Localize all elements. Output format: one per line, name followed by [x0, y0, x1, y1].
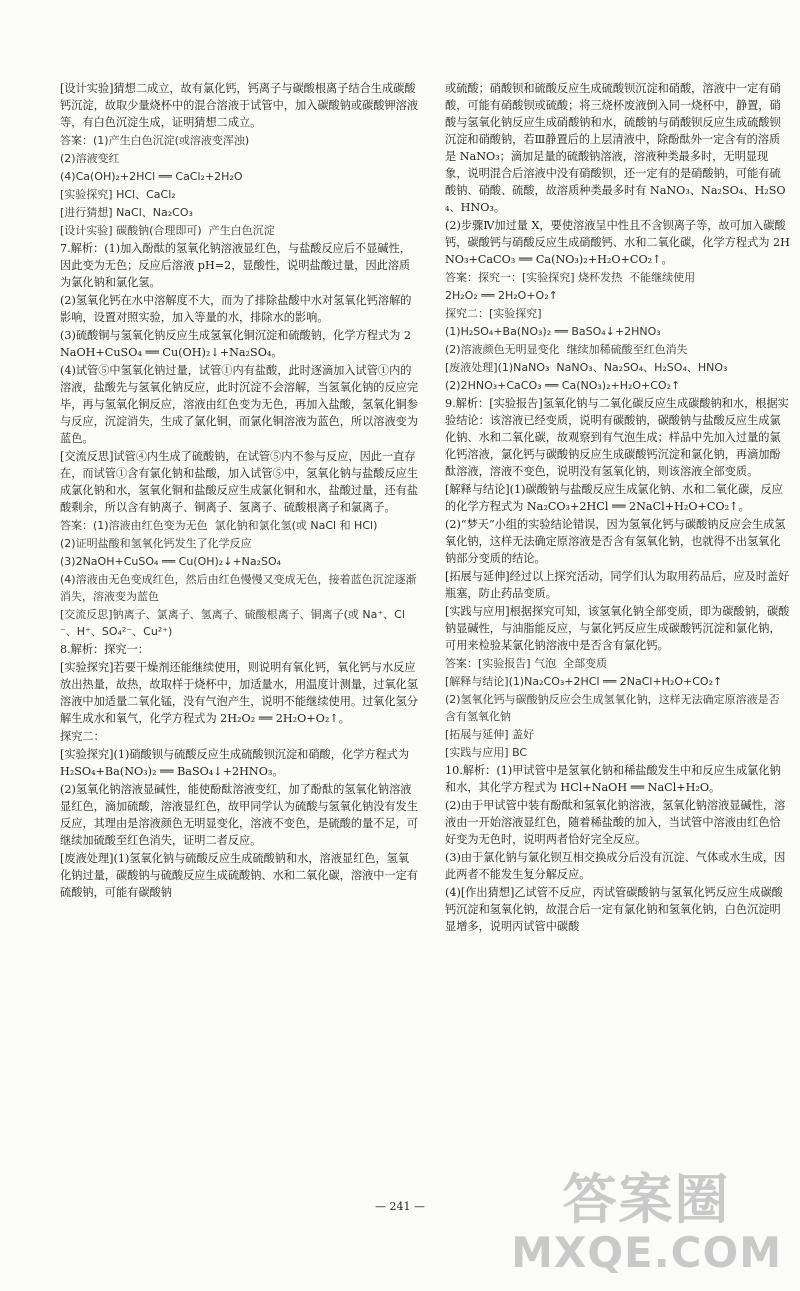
explanation-paragraph: (4)[作出猜想]乙试管不反应，丙试管碳酸钠与氢氧化钙反应生成碳酸钙沉淀和氢氧化钠，故混合后一定有氯化钠和氢氧化钠，白色沉淀明显增多，说明丙试管中碳酸	[445, 886, 783, 933]
explanation-paragraph: [交流反思]试管④内生成了硫酸钠，在试管⑤内不参与反应，因此一直存在，而试管①含有氯化钠和盐酸，加入试管⑤中，氢氧化钠与盐酸反应生成氯化钠和水，氢氧化铜和盐酸反应生成氯化铜和水，盐酸过量，还有盐酸剩余，所以含有钠离子、铜离子、氢离子、硫酸根离子和氯离子。	[60, 450, 419, 514]
explanation-paragraph: (3)硫酸铜与氢氧化钠反应生成氢氧化铜沉淀和硫酸钠，化学方程式为 2NaOH+CuSO₄ ══ Cu(OH)₂↓+Na₂SO₄。	[60, 329, 411, 359]
left-column	[60, 80, 420, 902]
explanation-paragraph: (2)氢氧化钙在水中溶解度不大，而为了排除盐酸中水对氢氧化钙溶解的影响，设置对照实验，加入等量的水，排除水的影响。	[60, 294, 412, 324]
explanation-paragraph: (2)氢氧化钠溶液显碱性，能使酚酞溶液变红，加了酚酞的氢氧化钠溶液显红色，滴加硫酸，溶液显红色，故甲同学认为硫酸与氢氧化钠没有发生反应，其理由是溶液颜色无明显变化，溶液不变色，是硫酸的量不足，可继续加硫酸至红色消失，证明二者反应。	[60, 783, 419, 847]
answer-line: [交流反思]钠离子、氯离子、氢离子、硫酸根离子、铜离子(或 Na⁺、Cl⁻、H⁺、SO₄²⁻、Cu²⁺)	[60, 608, 405, 638]
explanation-paragraph: (3)由于氯化钠与氯化钡互相交换成分后没有沉淀、气体或水生成，因此两者不能发生复分解反应。	[445, 851, 786, 881]
explanation-paragraph: 10.解析：(1)甲试管中是氢氧化钠和稀盐酸发生中和反应生成氯化钠和水，其化学方程式为 HCl+NaOH ══ NaCl+H₂O。	[445, 764, 781, 794]
answer-line: 探究二：[实验探究]	[445, 307, 542, 320]
explanation-paragraph: 9.解析：[实验报告]氢氧化钠与二氧化碳反应生成碳酸钠和水，根据实验结论：该溶液已经变质，说明有碳酸钠，碳酸钠与盐酸反应生成氯化钠、水和二氧化碳，故观察到有气泡生成；样品中先加入过量的氯化钙溶液，氯化钙与碳酸钠反应生成碳酸钙沉淀和氯化钠，再滴加酚酞溶液，溶液不变色，说明没有氢氧化钠，则该溶液全部变质。	[445, 397, 789, 478]
answer-line: (1)H₂SO₄+Ba(NO₃)₂ ══ BaSO₄↓+2HNO₃	[445, 325, 661, 338]
explanation-paragraph: [实验探究]若要干燥剂还能继续使用，则说明有氧化钙，氧化钙与水反应放出热量，故热，故取样于烧杯中，加适量水，用温度计测量，过氧化氢溶液中加适量二氧化锰，没有气泡产生，说明不能继续使用。过氧化氢分解生成水和氧气，化学方程式为 2H₂O₂ ══ 2H₂O+O₂↑。	[60, 661, 419, 725]
answer-line: (2)证明盐酸和氢氧化钙发生了化学反应	[60, 537, 252, 550]
answer-line: [实验探究] HCl、CaCl₂	[60, 188, 176, 201]
answer-line: (2)氢氧化钙与碳酸钠反应会生成氢氧化钠，这样无法确定原溶液是否含有氢氧化钠	[445, 693, 780, 723]
explanation-paragraph: 探究二：	[60, 730, 105, 743]
explanation-paragraph: [实践与应用]根据探究可知，该氢氧化钠全部变质，即为碳酸钠，碳酸钠显碱性，与油脂能反应，与氯化钙反应生成碳酸钙沉淀和氯化钠，可用来检验某氯化钠溶液中是否含有氯化钙。	[445, 605, 790, 652]
page-number: — 241 —	[375, 1200, 425, 1213]
explanation-paragraph: [设计实验]猜想二成立，故有氯化钙，钙离子与碳酸根离子结合生成碳酸钙沉淀，故取少量烧杯中的混合溶液于试管中，加入碳酸钠或碳酸钾溶液等，有白色沉淀生成，证明猜想二成立。	[60, 82, 419, 129]
answer-line: [废液处理](1)NaNO₃ NaNO₃、Na₂SO₄、H₂SO₄、HNO₃	[445, 361, 728, 374]
watermark-line2: MXQE.COM	[511, 1228, 782, 1277]
watermark-logo	[511, 1170, 782, 1276]
explanation-paragraph: [拓展与延伸]经过以上探究活动，同学们认为取用药品后，应及时盖好瓶塞，防止药品变质。	[445, 570, 790, 600]
explanation-paragraph: 或硫酸；硝酸钡和硫酸反应生成硫酸钡沉淀和硝酸，溶液中一定有硝酸，可能有硝酸钡或硫酸；将三烧杯废液倒入同一烧杯中，静置，硝酸与氢氧化钠反应生成硝酸钠和水，硫酸钠与硝酸钡反应生成硫酸钡沉淀和硝酸钠，若Ⅲ静置后的上层清液中，除酚酞外一定含有的溶质是 NaNO₃；滴加足量的硫酸钠溶液，溶液种类最多时，无明显现象，说明混合后溶液中没有硝酸钡，还一定有的是硝酸钠，可能有硫酸钠、硝酸、硫酸，故溶质种类最多时有 NaNO₃、Na₂SO₄、H₂SO₄、HNO₃。	[445, 82, 786, 214]
answer-line: 答案：探究一：[实验探究] 烧杯发热 不能继续使用	[445, 271, 696, 284]
explanation-paragraph: (4)试管⑤中氢氧化钠过量，试管①内有盐酸，此时逐滴加入试管①内的溶液，盐酸先与氢氧化钠反应，此时沉淀不会溶解，当氢氧化钠的反应完毕，再与氢氧化铜反应，溶液由红色变为无色，再加入盐酸，氢氧化铜参与反应，沉淀消失，生成了氯化铜，而氯化铜溶液为蓝色，所以溶液变为蓝色。	[60, 364, 419, 445]
answer-line: 答案：(1)溶液由红色变为无色 氯化钠和氯化氢(或 NaCl 和 HCl)	[60, 519, 378, 532]
answer-line: 答案：(1)产生白色沉淀(或溶液变浑浊)	[60, 134, 250, 147]
explanation-paragraph: (2)“梦天”小组的实验结论错误，因为氢氧化钙与碳酸钠反应会生成氢氧化钠，这样无法确定原溶液是否含有氢氧化钠，也就得不出氢氧化钠部分变质的结论。	[445, 518, 786, 565]
explanation-paragraph: (2)步骤Ⅳ加过量 X，要使溶液呈中性且不含钡离子等，故可加入碳酸钙，碳酸钙与硝酸反应生成硝酸钙、水和二氧化碳，化学方程式为 2HNO₃+CaCO₃ ══ Ca(NO₃)₂+H₂O+CO₂↑。	[445, 219, 790, 266]
watermark-line1: 答案圈	[562, 1168, 731, 1231]
right-column	[445, 80, 790, 936]
answer-line: (2)溶液颜色无明显变化 继续加稀硫酸至红色消失	[445, 343, 688, 356]
explanation-paragraph: 7.解析：(1)加入酚酞的氢氧化钠溶液显红色，与盐酸反应后不显碱性，因此变为无色；反应后溶液 pH=2，显酸性，说明盐酸过量，因此溶质为氯化钠和氯化氢。	[60, 242, 411, 289]
explanation-paragraph: [解释与结论](1)碳酸钠与盐酸反应生成氯化钠、水和二氧化碳，反应的化学方程式为 Na₂CO₃+2HCl ══ 2NaCl+H₂O+CO₂↑。	[445, 483, 783, 513]
answer-line: [设计实验] 碳酸钠(合理即可) 产生白色沉淀	[60, 224, 275, 237]
answer-line: (4)溶液由无色变成红色，然后由红色慢慢又变成无色，接着蓝色沉淀逐渐消失，溶液变为蓝色	[60, 573, 417, 603]
explanation-paragraph: (2)由于甲试管中装有酚酞和氢氧化钠溶液，氢氧化钠溶液显碱性，溶液由一开始溶液显红色，随着稀盐酸的加入，当试管中溶液由红色恰好变为无色时，说明两者恰好完全反应。	[445, 799, 786, 846]
answer-line: (3)2NaOH+CuSO₄ ══ Cu(OH)₂↓+Na₂SO₄	[60, 555, 282, 568]
answer-line: [进行猜想] NaCl、Na₂CO₃	[60, 206, 193, 219]
answer-line: [实践与应用] BC	[445, 746, 528, 759]
explanation-paragraph: [实验探究](1)硝酸钡与硫酸反应生成硫酸钡沉淀和硝酸，化学方程式为 H₂SO₄+Ba(NO₃)₂ ══ BaSO₄↓+2HNO₃。	[60, 748, 413, 778]
answer-line: 2H₂O₂ ══ 2H₂O+O₂↑	[445, 289, 558, 302]
answer-line: [解释与结论](1)Na₂CO₃+2HCl ══ 2NaCl+H₂O+CO₂↑	[445, 675, 723, 688]
answer-line: 答案：[实验报告] 气泡 全部变质	[445, 657, 608, 670]
answer-line: (2)溶液变红	[60, 152, 120, 165]
explanation-paragraph: 8.解析：探究一：	[60, 643, 149, 656]
explanation-paragraph: [废液处理](1)氢氧化钠与硫酸反应生成硫酸钠和水，溶液显红色，氢氧化钠过量，碳酸钠与硫酸反应生成硫酸钠、水和二氧化碳，溶液中一定有硫酸钠，可能有碳酸钠	[60, 852, 419, 899]
answer-line: (4)Ca(OH)₂+2HCl ══ CaCl₂+2H₂O	[60, 170, 243, 183]
answer-line: (2)2HNO₃+CaCO₃ ══ Ca(NO₃)₂+H₂O+CO₂↑	[445, 379, 681, 392]
answer-line: [拓展与延伸] 盖好	[445, 728, 535, 741]
